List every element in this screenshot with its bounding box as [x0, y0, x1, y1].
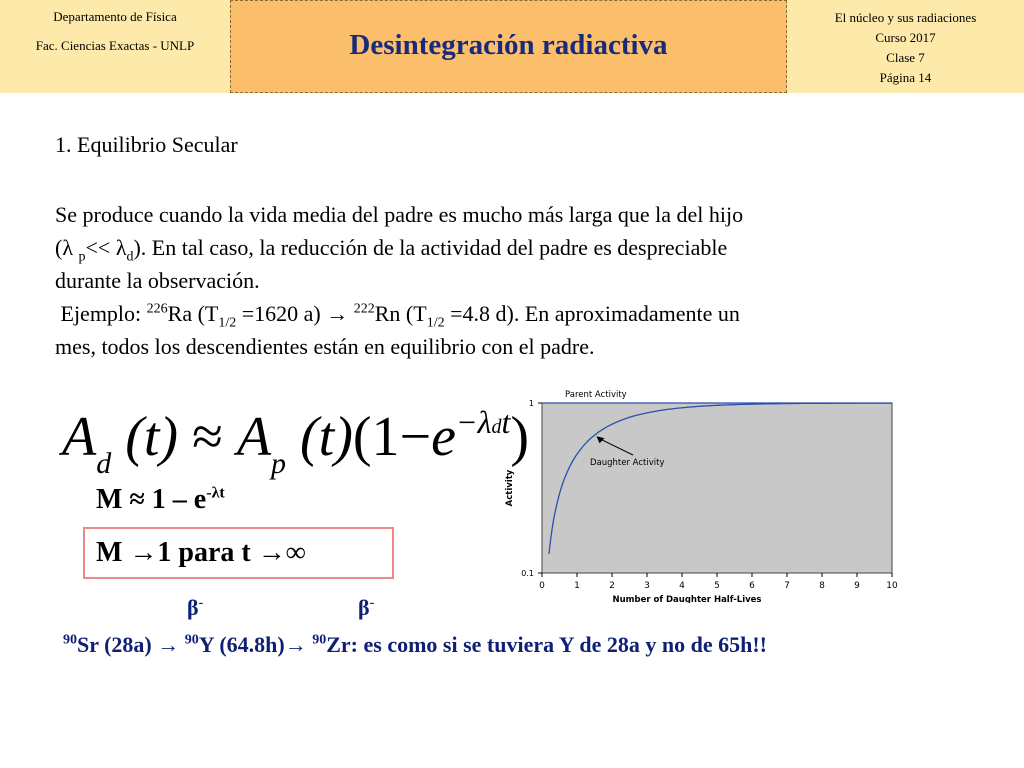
- header-title-box: [230, 0, 787, 93]
- x-tick-label: 1: [574, 581, 580, 591]
- x-axis-label: Number of Daughter Half-Lives: [612, 595, 762, 603]
- x-tick-label: 6: [749, 581, 755, 591]
- plot-area: [542, 403, 892, 573]
- x-tick-label: 3: [644, 581, 650, 591]
- page-title: Desintegración radiactiva: [349, 28, 668, 61]
- exp-t: t: [501, 404, 511, 440]
- activity-chart: [485, 383, 910, 603]
- text-span: (λ: [55, 235, 79, 260]
- page-number: Página 14: [879, 70, 932, 85]
- text-span: Sr (28a) →: [77, 632, 185, 657]
- course-year: Curso 2017: [875, 30, 936, 45]
- subscript: p: [78, 249, 86, 265]
- paragraph-line-1: Se produce cuando la vida media del padre es mucho más larga que la del hijo: [55, 202, 744, 227]
- x-tick-label: 10: [886, 581, 898, 591]
- example-line-1: [55, 297, 965, 330]
- activity-formula: [62, 392, 529, 494]
- x-tick-label: 5: [714, 581, 720, 591]
- chart-title: Parent Activity: [565, 390, 627, 400]
- x-tick-label: 2: [609, 581, 615, 591]
- beta-label-1: [187, 595, 203, 621]
- beta-symbol: β: [358, 595, 370, 620]
- example-line-2: mes, todos los descendientes están en equilibrio con el padre.: [55, 334, 595, 359]
- department-label: Departamento de Física: [53, 9, 177, 24]
- x-tick-label: 4: [679, 581, 685, 591]
- superscript: 222: [353, 301, 375, 317]
- paragraph-line-3: durante la observación.: [55, 268, 260, 293]
- section-title: 1. Equilibrio Secular: [55, 132, 238, 157]
- text-span: Zr: es como si se tuviera Y de 28a y no de 65h!!: [326, 632, 767, 657]
- exp-lambda: −λ: [455, 404, 492, 440]
- text-span: Ra (T: [167, 301, 219, 326]
- text-span: Y (64.8h)→: [198, 632, 313, 657]
- text-span: =4.8 d). En aproximadamente un: [444, 301, 740, 326]
- y-tick-label: 1: [528, 399, 534, 408]
- formula-sub-p: p: [271, 447, 287, 480]
- superscript: 90: [312, 632, 327, 648]
- m-limit-line: M →1 para t →∞: [96, 537, 306, 568]
- beta-symbol: β: [187, 595, 199, 620]
- subscript: 1/2: [218, 315, 237, 331]
- superscript: 226: [146, 301, 168, 317]
- superscript: -λt: [206, 484, 225, 502]
- beta-label-2: [358, 595, 374, 621]
- text-span: M ≈ 1 – e: [96, 484, 207, 515]
- text-span: << λ: [85, 235, 127, 260]
- superscript: 90: [63, 632, 77, 648]
- text-span: Rn (T: [374, 301, 427, 326]
- class-number: Clase 7: [886, 50, 925, 65]
- formula-one-minus: (1−: [352, 406, 432, 468]
- decay-chain-statement: [63, 632, 767, 658]
- x-tick-label: 9: [854, 581, 860, 591]
- beta-superscript: -: [369, 595, 375, 611]
- formula-t2: (t): [300, 406, 353, 468]
- m-approx-line: [96, 484, 225, 516]
- annotation-daughter-activity: Daughter Activity: [590, 458, 665, 468]
- header-left: [0, 0, 230, 93]
- beta-superscript: -: [198, 595, 204, 611]
- exp-sub-d: d: [491, 416, 502, 438]
- text-span: =1620 a) →: [236, 301, 354, 326]
- y-axis-label: Activity: [505, 469, 515, 507]
- subscript: 1/2: [426, 315, 445, 331]
- course-topic: El núcleo y sus radiaciones: [834, 10, 977, 25]
- formula-A: A: [62, 406, 97, 468]
- x-tick-label: 7: [784, 581, 790, 591]
- paragraph-line-2: [55, 231, 965, 264]
- subscript: d: [126, 249, 134, 265]
- y-tick-label: 0.1: [521, 569, 534, 578]
- formula-approx: ≈: [192, 406, 223, 468]
- formula-A-p: A: [236, 406, 272, 468]
- text-span: Ejemplo:: [55, 301, 147, 326]
- formula-e: e: [431, 406, 456, 468]
- text-span: ). En tal caso, la reducción de la actividad del padre es despreciable: [133, 235, 728, 260]
- x-tick-label: 0: [539, 581, 545, 591]
- description-paragraph: [55, 198, 965, 363]
- formula-t: (t): [125, 406, 179, 468]
- x-tick-label: 8: [819, 581, 825, 591]
- formula-close: ): [510, 406, 529, 468]
- header-right: [787, 0, 1024, 93]
- formula-sub-d: d: [96, 447, 112, 480]
- faculty-label: Fac. Ciencias Exactas - UNLP: [35, 38, 195, 53]
- superscript: 90: [184, 632, 199, 648]
